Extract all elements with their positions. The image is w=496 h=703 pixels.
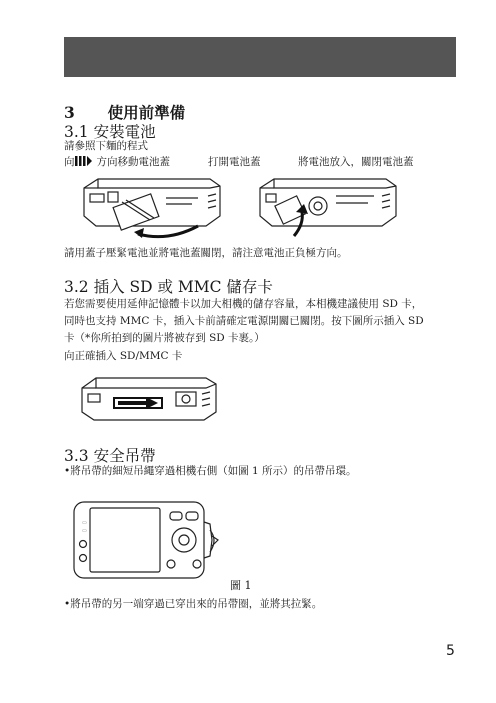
sd-card-insert-illustration [78, 376, 224, 428]
section-3-3-title: 3.3 安全吊帶 [64, 447, 156, 465]
battery-step-1-prefix: 向 [64, 156, 75, 168]
battery-step-1 [64, 154, 170, 170]
strap-bullet-2: •將吊帶的另一端穿過已穿出來的吊帶圈，並將其拉緊。 [64, 598, 323, 610]
sd-para-line-3: 卡（*你所拍到的圖片將被存到 SD 卡裹。） [64, 332, 265, 344]
section-3-2-title: 3.2 插入 SD 或 MMC 儲存卡 [64, 278, 273, 296]
battery-step-3: 將電池放入，關閉電池蓋 [298, 156, 414, 168]
battery-note: 請用蓋子壓緊電池並將電池蓋關閉，請注意電池正負極方向。 [64, 247, 348, 259]
header-bar [64, 37, 456, 77]
figure-caption: 圖 1 [230, 579, 252, 592]
battery-cover-open-illustration [78, 176, 228, 238]
chapter-title: 使用前準備 [107, 103, 186, 122]
svg-text:▭: ▭ [82, 520, 87, 526]
sd-para-line-1: 若您需要使用延伸記憶體卡以加大相機的儲存容量，本相機建議使用 SD 卡， [64, 298, 423, 310]
page-number: 5 [446, 643, 455, 659]
sd-para-line-2: 同時也支持 MMC 卡，插入卡前請確定電源開關已關閉。按下圖所示插入 SD [64, 315, 424, 327]
camera-strap-illustration [72, 500, 220, 584]
slide-arrow-icon [75, 156, 97, 166]
battery-insert-illustration [256, 176, 406, 238]
battery-intro: 請參照下麵的程式 [64, 140, 148, 152]
strap-bullet-1: •將吊帶的細短吊繩穿過相機右側（如圖 1 所示）的吊帶吊環。 [64, 465, 357, 477]
sd-insert-instruction: 向正確插入 SD/MMC 卡 [64, 350, 183, 362]
battery-step-1-text: 方向移動電池蓋 [96, 156, 170, 168]
svg-text:▭: ▭ [82, 528, 87, 534]
section-3-1-title: 3.1 安裝電池 [64, 123, 156, 141]
chapter-number: 3 [64, 103, 75, 122]
battery-step-2: 打開電池蓋 [208, 156, 261, 168]
